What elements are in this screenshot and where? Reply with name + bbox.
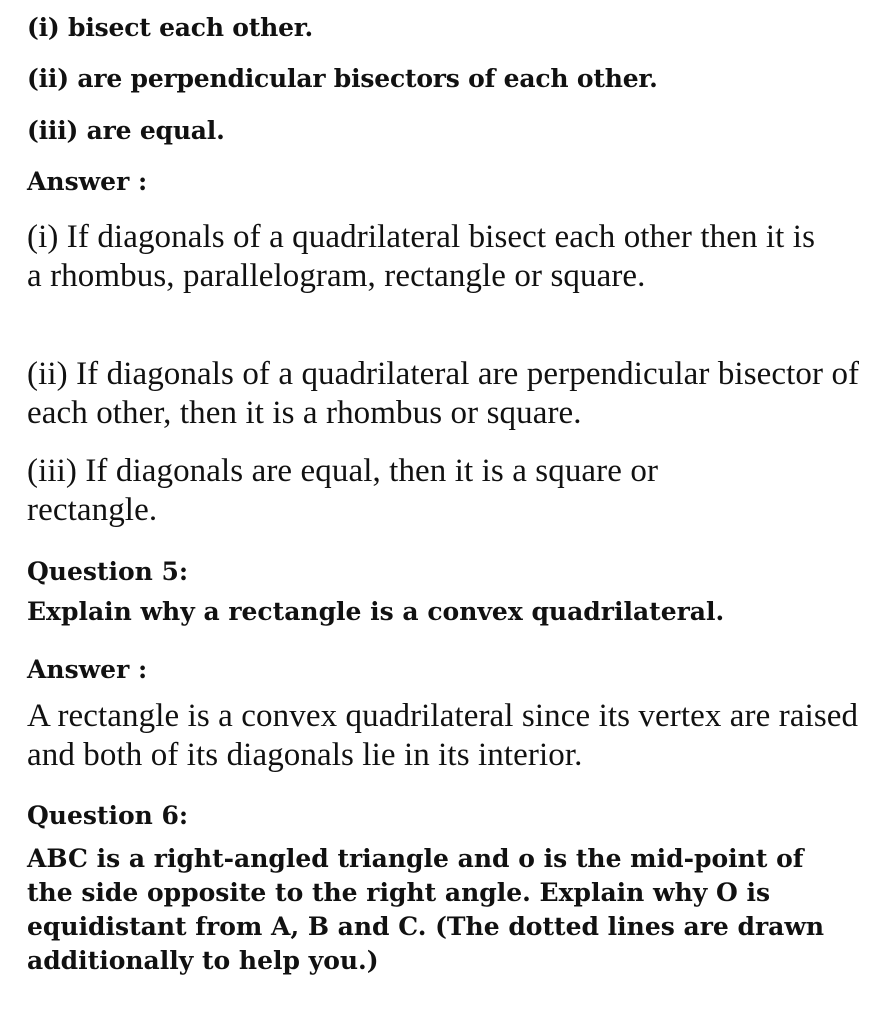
question6-title: Question 6: <box>27 801 189 830</box>
answer4-part-iii: (iii) If diagonals are equal, then it is a square or rectangle. <box>27 453 659 528</box>
answer5-label: Answer : <box>27 655 148 684</box>
question4-part-ii: (ii) are perpendicular bisectors of each other. <box>27 64 658 93</box>
answer5-text: A rectangle is a convex quadrilateral since its vertex are raised and both of its diagonals lie in its interior. <box>27 698 859 773</box>
answer4-part-i: (i) If diagonals of a quadrilateral bisect each other then it is a rhombus, parallelogram, rectangle or square. <box>27 219 816 294</box>
question4-part-iii: (iii) are equal. <box>27 116 225 145</box>
question6-text: ABC is a right-angled triangle and o is the mid-point of the side opposite to the right angle. Explain why O is equidistant from A, B and C. (The dotted lines are drawn additionally to help you.) <box>27 844 825 975</box>
question4-part-i: (i) bisect each other. <box>27 13 313 42</box>
answer4-label: Answer : <box>27 167 148 196</box>
answer4-part-ii: (ii) If diagonals of a quadrilateral are perpendicular bisector of each other, then it is a rhombus or square. <box>27 356 860 431</box>
question5-text: Explain why a rectangle is a convex quadrilateral. <box>27 597 725 626</box>
question5-title: Question 5: <box>27 557 189 586</box>
